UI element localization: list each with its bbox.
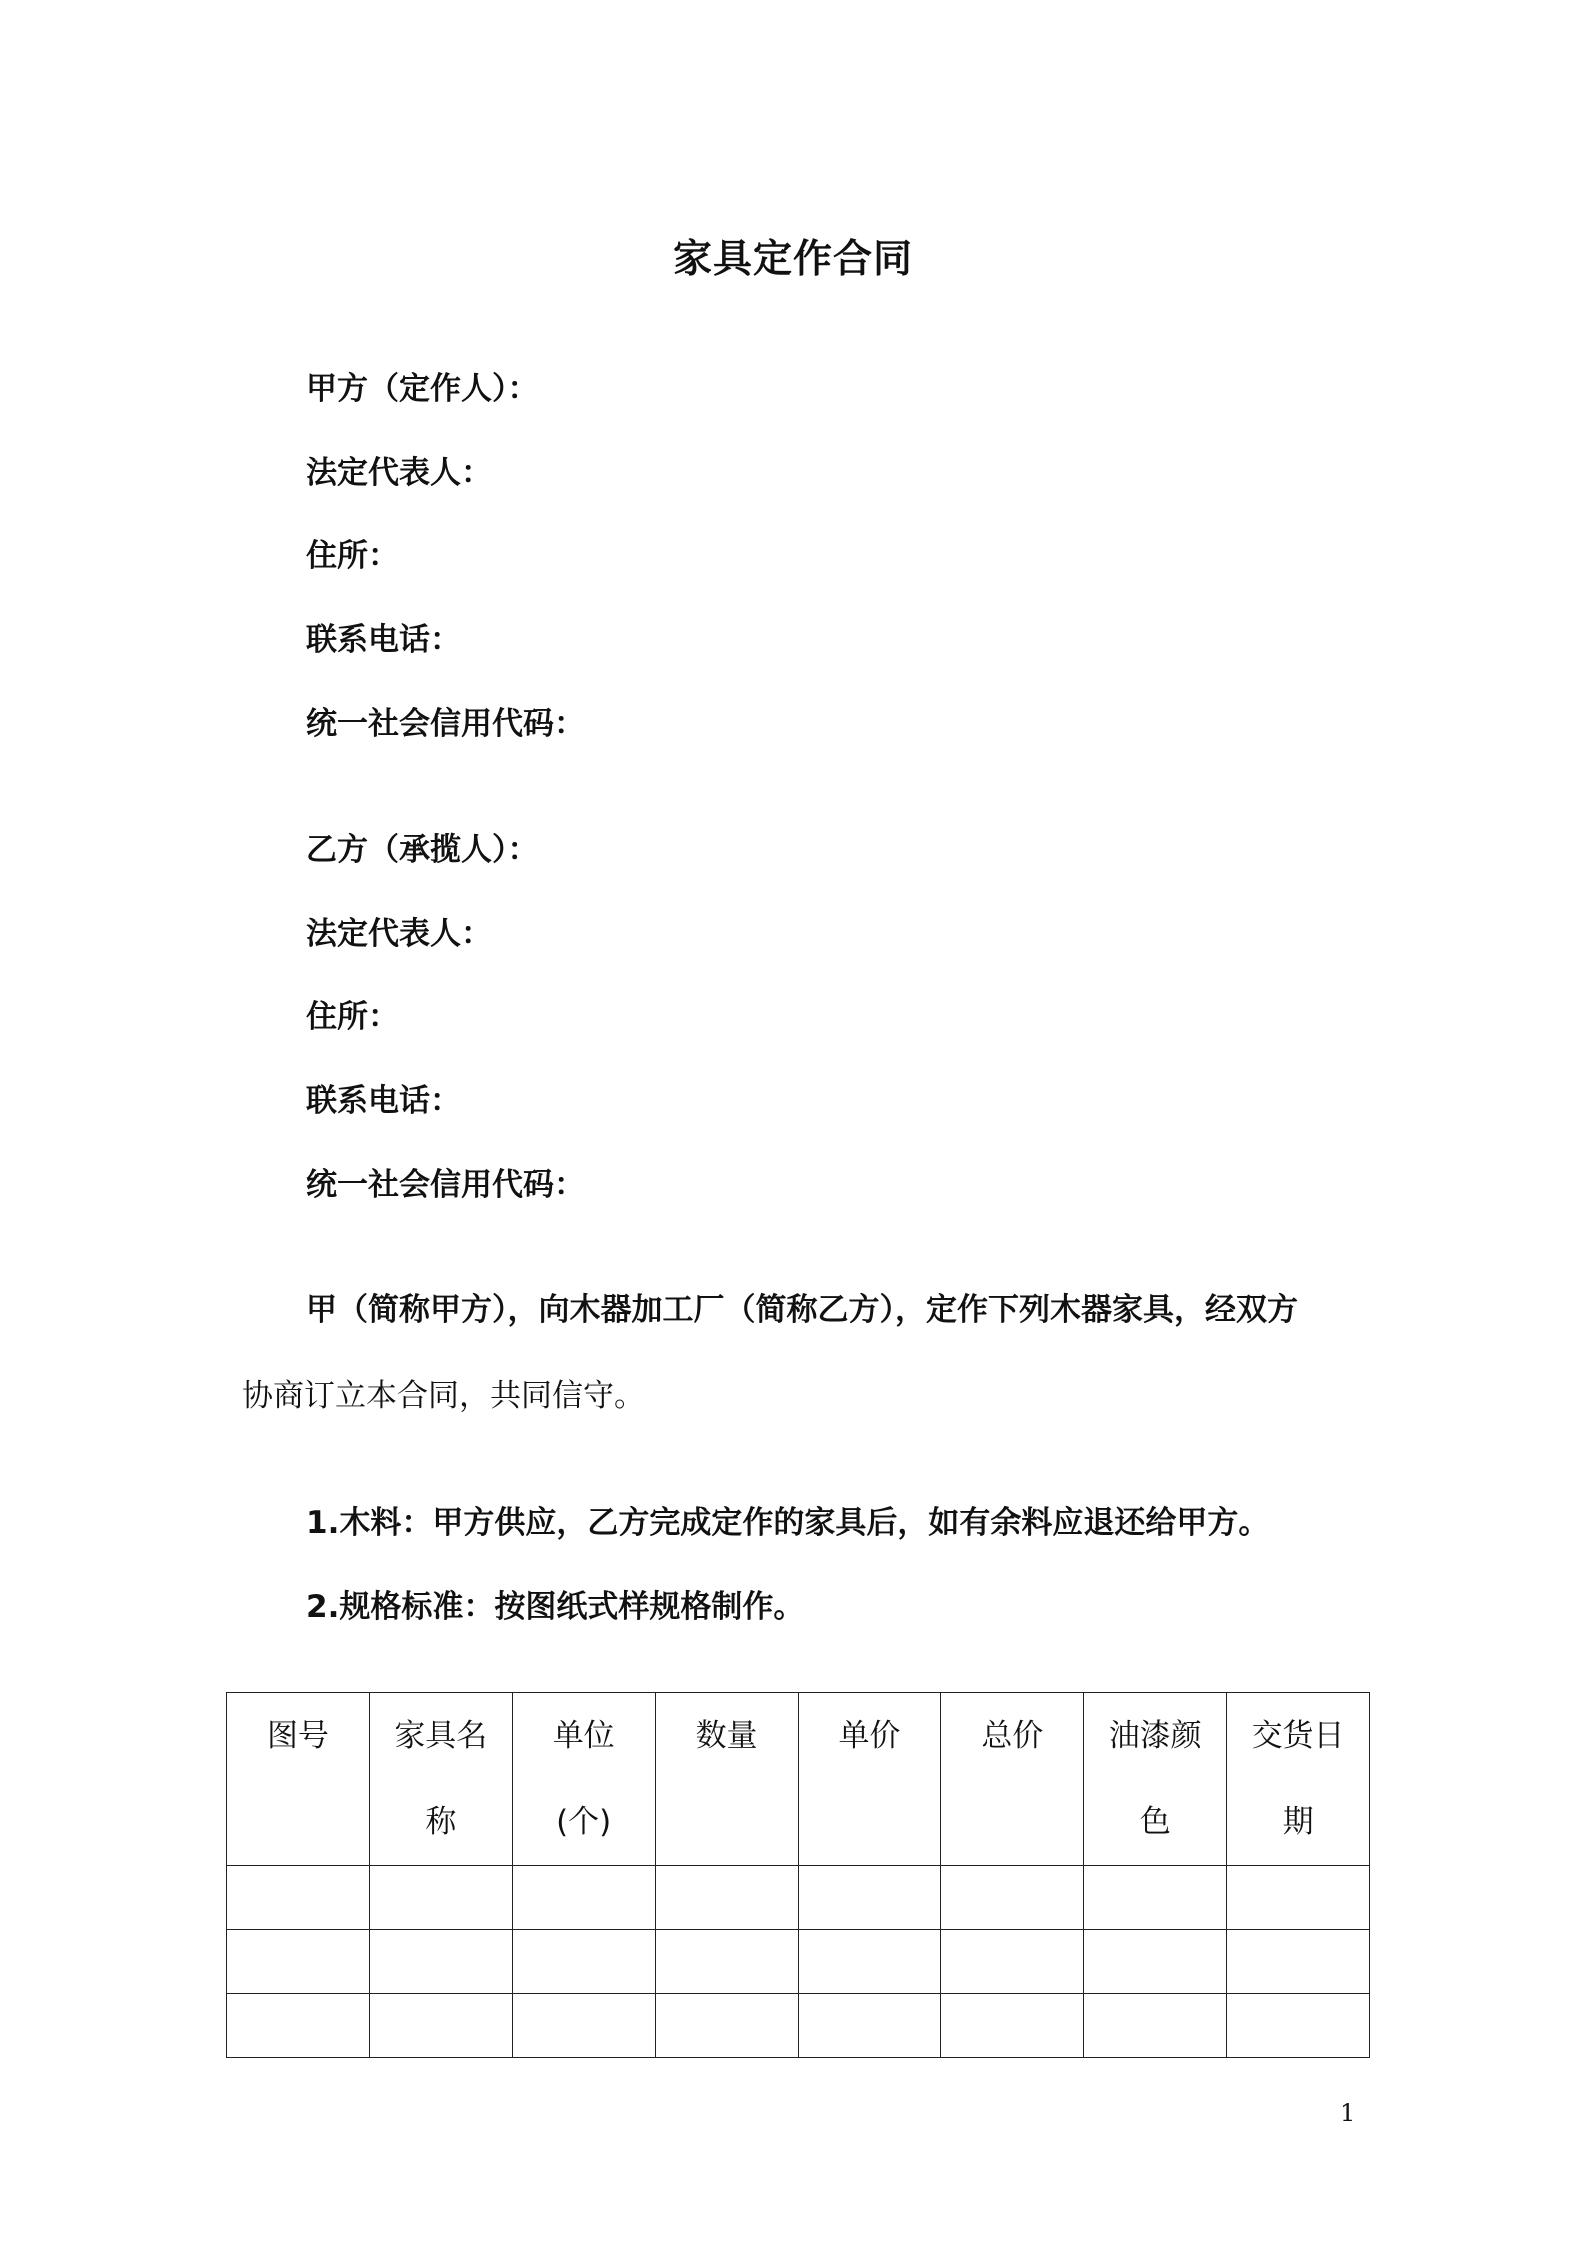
party-b-rep: 法定代表人：	[306, 916, 492, 952]
table-cell	[512, 1866, 655, 1930]
table-cell	[227, 1994, 370, 2058]
table-row	[227, 1994, 1370, 2058]
party-b-credit-code: 统一社会信用代码：	[306, 1167, 585, 1203]
table-cell	[369, 1994, 512, 2058]
table-cell	[941, 1994, 1084, 2058]
table-cell	[227, 1866, 370, 1930]
clause-2: 2.规格标准：按图纸式样规格制作。	[306, 1589, 805, 1625]
party-a-credit-code: 统一社会信用代码：	[306, 706, 585, 742]
clause-1: 1.木料：甲方供应，乙方完成定作的家具后，如有余料应退还给甲方。	[306, 1505, 1270, 1541]
table-cell	[512, 1930, 655, 1994]
party-b-phone: 联系电话：	[306, 1083, 461, 1119]
party-a-phone: 联系电话：	[306, 622, 461, 658]
page-number: 1	[1340, 2099, 1356, 2127]
party-a-heading: 甲方（定作人）：	[306, 371, 539, 407]
header-drawing-no: 图号	[227, 1693, 370, 1866]
intro-line-1: 甲（简称甲方），向木器加工厂（简称乙方），定作下列木器家具，经双方	[306, 1292, 1298, 1328]
table-row	[227, 1866, 1370, 1930]
table-cell	[655, 1866, 798, 1930]
table-cell	[1227, 1866, 1370, 1930]
table-cell	[1084, 1866, 1227, 1930]
table-cell	[798, 1866, 941, 1930]
table-cell	[1084, 1930, 1227, 1994]
party-b-address: 住所：	[306, 999, 399, 1035]
table-cell	[1227, 1994, 1370, 2058]
party-a-address: 住所：	[306, 538, 399, 574]
header-total-price: 总价	[941, 1693, 1084, 1866]
intro-line-2: 协商订立本合同，共同信守。	[242, 1378, 645, 1414]
header-delivery-date: 交货日期	[1227, 1693, 1370, 1866]
table-header-row	[227, 1693, 1370, 1866]
table-cell	[941, 1866, 1084, 1930]
header-unit-price: 单价	[798, 1693, 941, 1866]
header-unit: 单位(个)	[512, 1693, 655, 1866]
table-cell	[941, 1930, 1084, 1994]
table-cell	[1227, 1930, 1370, 1994]
table-cell	[512, 1994, 655, 2058]
party-a-rep: 法定代表人：	[306, 455, 492, 491]
party-b-heading: 乙方（承揽人）：	[306, 832, 539, 868]
specification-table	[226, 1692, 1370, 2058]
header-paint-color: 油漆颜色	[1084, 1693, 1227, 1866]
header-quantity: 数量	[655, 1693, 798, 1866]
table-cell	[227, 1930, 370, 1994]
table-cell	[798, 1930, 941, 1994]
table-cell	[369, 1866, 512, 1930]
table-cell	[1084, 1994, 1227, 2058]
header-furniture-name: 家具名称	[369, 1693, 512, 1866]
table-cell	[369, 1930, 512, 1994]
table-row	[227, 1930, 1370, 1994]
table-cell	[798, 1994, 941, 2058]
table-cell	[655, 1930, 798, 1994]
document-title: 家具定作合同	[672, 237, 913, 282]
table-cell	[655, 1994, 798, 2058]
